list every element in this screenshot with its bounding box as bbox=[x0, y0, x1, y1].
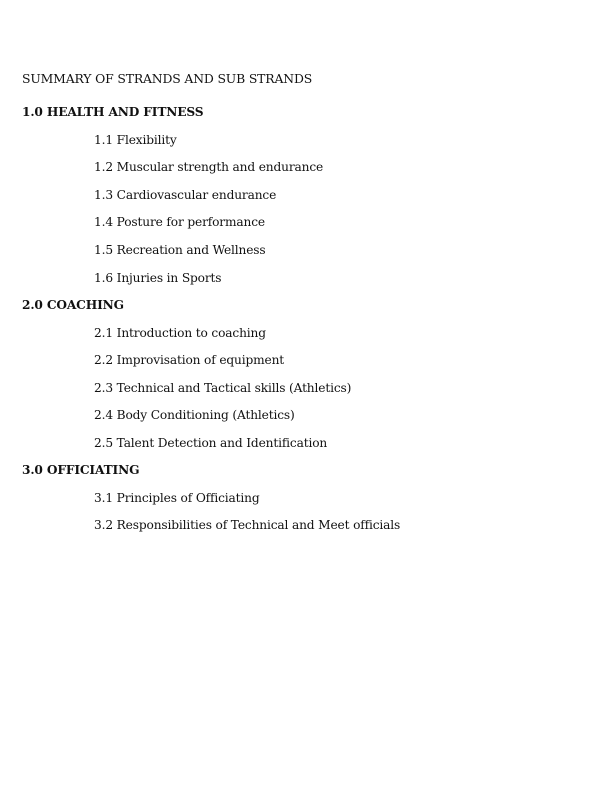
sub-strand-item: 2.2 Improvisation of equipment bbox=[94, 353, 285, 367]
sub-strand-item: 2.5 Talent Detection and Identification bbox=[94, 436, 328, 450]
sub-strand-item: 1.5 Recreation and Wellness bbox=[94, 243, 266, 257]
sub-strand-item: 1.2 Muscular strength and endurance bbox=[94, 160, 324, 174]
sub-strand-item: 1.1 Flexibility bbox=[94, 133, 177, 147]
sub-strand-item: 1.4 Posture for performance bbox=[94, 215, 265, 229]
sub-strand-item: 2.3 Technical and Tactical skills (Athletics) bbox=[94, 381, 352, 395]
sub-strand-item: 3.1 Principles of Officiating bbox=[94, 491, 260, 505]
sub-strand-item: 2.1 Introduction to coaching bbox=[94, 326, 266, 340]
strand-heading-coaching: 2.0 COACHING bbox=[22, 298, 124, 312]
sub-strand-item: 3.2 Responsibilities of Technical and Meet officials bbox=[94, 518, 401, 532]
sub-strand-item: 1.3 Cardiovascular endurance bbox=[94, 188, 277, 202]
sub-strand-item: 1.6 Injuries in Sports bbox=[94, 271, 222, 285]
strand-heading-health-and-fitness: 1.0 HEALTH AND FITNESS bbox=[22, 105, 204, 119]
sub-strand-item: 2.4 Body Conditioning (Athletics) bbox=[94, 408, 295, 422]
strand-heading-officiating: 3.0 OFFICIATING bbox=[22, 463, 140, 477]
document-title: SUMMARY OF STRANDS AND SUB STRANDS bbox=[22, 71, 313, 86]
